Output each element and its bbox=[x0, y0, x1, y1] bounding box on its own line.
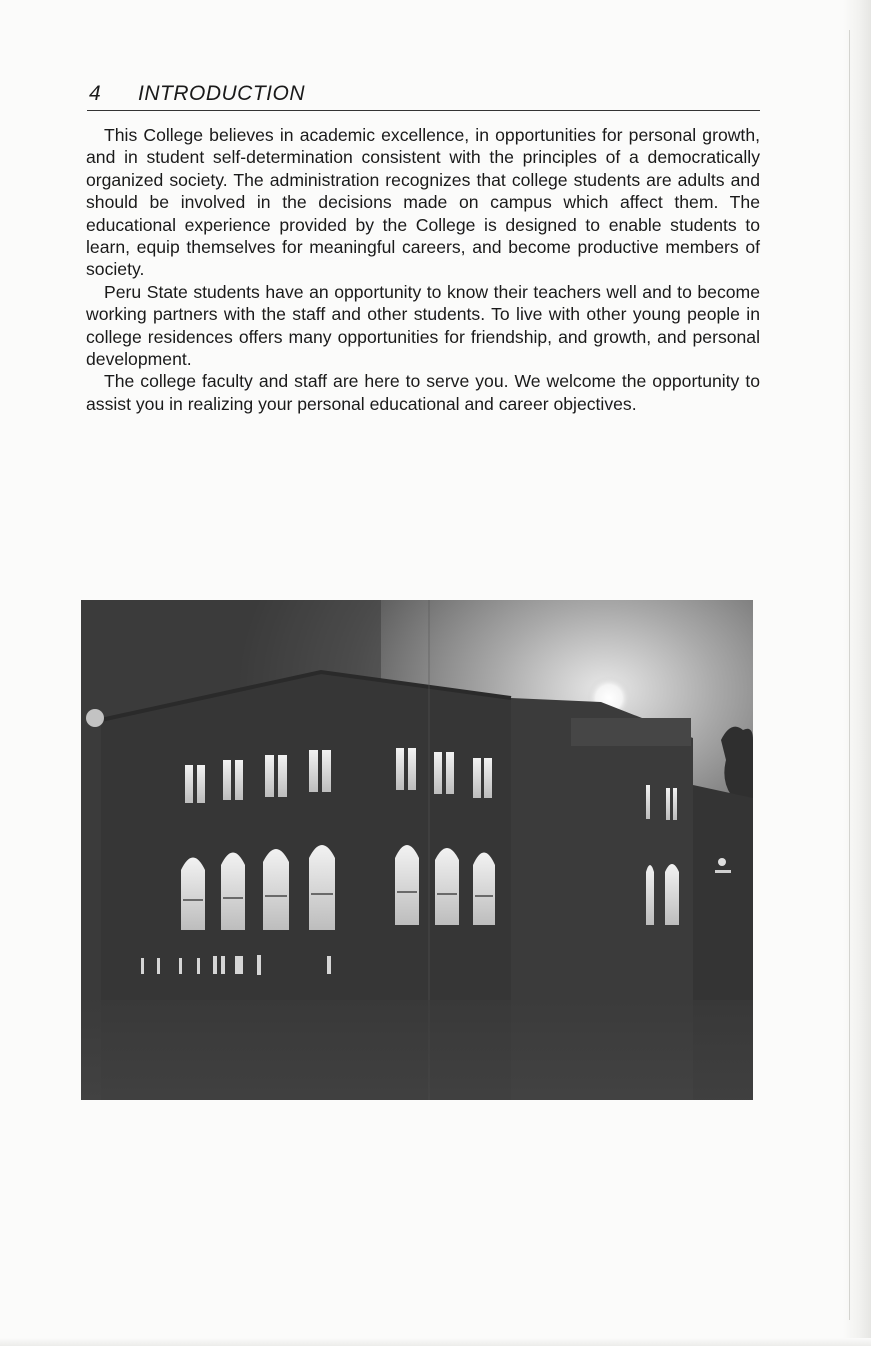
paragraph: This College believes in academic excellence, in opportunities for personal growth, and in student self-determination consistent with the principles of a democratically organized society. The administration recognizes that college students are adults and should be involved in the decisions made on campus which affect them. The educational experience provided by the College is designed to enable students to learn, equip themselves for meaningful careers, and become productive members of society. bbox=[86, 125, 760, 280]
paragraph: The college faculty and staff are here to serve you. We welcome the opportunity to assist you in realizing your personal educational and career objectives. bbox=[86, 371, 760, 414]
paragraph: Peru State students have an opportunity to know their teachers well and to become working partners with the staff and other students. To live with other young people in college residences offers many opportunities for friendship, and growth, and personal development. bbox=[86, 281, 760, 370]
page-bottom-edge bbox=[0, 1338, 871, 1346]
page-number: 4 bbox=[89, 82, 102, 105]
section-title: INTRODUCTION bbox=[138, 82, 305, 105]
body-text bbox=[86, 124, 760, 415]
running-header bbox=[87, 82, 760, 111]
page-edge-shadow bbox=[843, 0, 871, 1346]
building-photo bbox=[81, 600, 753, 1100]
